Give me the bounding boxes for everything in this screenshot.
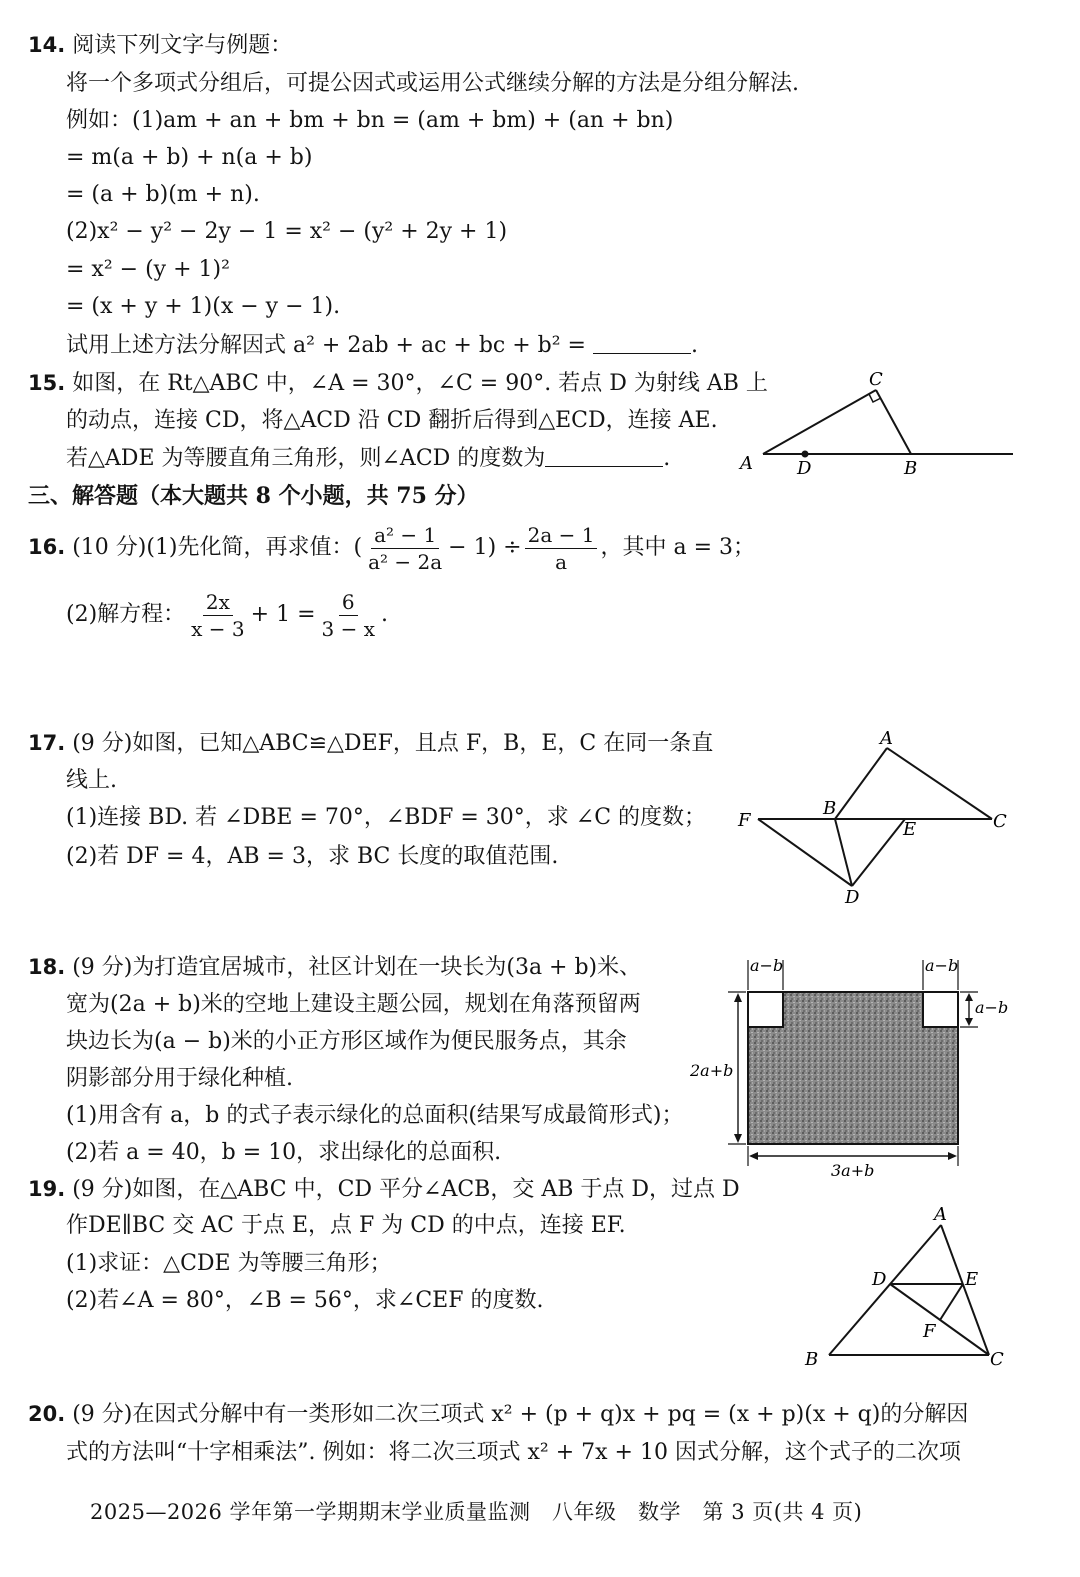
q19-label-d: D bbox=[872, 1269, 887, 1290]
q19-label-b: B bbox=[805, 1349, 819, 1370]
q17-line4: (2)若 DF = 4，AB = 3，求 BC 长度的取值范围. bbox=[66, 844, 559, 869]
q20-line2: 式的方法叫“十字相乘法”. 例如：将二次三项式 x² + 7x + 10 因式分解，这个式子的二次项 bbox=[66, 1440, 961, 1465]
q15-line1: 如图，在 Rt△ABC 中，∠A = 30°，∠C = 90°. 若点 D 为射线 AB 上 bbox=[72, 371, 768, 396]
q15-label-a: A bbox=[740, 453, 753, 474]
q16-frac3-denominator: x − 3 bbox=[191, 616, 245, 641]
q18-arrowhead bbox=[734, 993, 742, 1002]
q17-label-d: D bbox=[845, 887, 860, 908]
q15-line3: 若△ADE 为等腰直角三角形，则∠ACD 的度数为 bbox=[66, 446, 546, 471]
q17-side-de bbox=[852, 819, 905, 886]
q19-side-ac bbox=[941, 1225, 989, 1355]
q16-frac4-denominator: 3 − x bbox=[321, 616, 375, 641]
q16-frac3-numerator: 2x bbox=[203, 589, 233, 616]
q17-label-f: F bbox=[738, 810, 751, 831]
q15-point-d bbox=[802, 451, 809, 458]
q17-side-ac bbox=[887, 748, 992, 819]
q18-label-left: 2a+b bbox=[690, 1061, 734, 1080]
q15-label-b: B bbox=[904, 458, 918, 479]
q16-fraction-2 bbox=[525, 522, 598, 575]
q16-frac1-numerator: a² − 1 bbox=[371, 522, 439, 549]
q15-line3-end: . bbox=[663, 446, 671, 471]
q17-label-b: B bbox=[823, 798, 837, 819]
q16-frac1-denominator: a² − 2a bbox=[368, 549, 443, 574]
q18-line5: (1)用含有 a，b 的式子表示绿化的总面积(结果写成最简形式)； bbox=[66, 1103, 684, 1128]
q14-example2-line3: = (x + y + 1)(x − y − 1). bbox=[66, 294, 341, 319]
q18-service-square-left bbox=[748, 992, 783, 1027]
q14-example1-line3: = (a + b)(m + n). bbox=[66, 182, 260, 207]
q17-label-e: E bbox=[903, 819, 917, 840]
page-footer: 2025—2026 学年第一学期期末学业质量监测 八年级 数学 第 3 页(共 4 页) bbox=[90, 1500, 863, 1524]
q16-part2-mid: + 1 = bbox=[250, 602, 316, 627]
q14-intro: 将一个多项式分组后，可提公因式或运用公式继续分解的方法是分组分解法. bbox=[66, 71, 799, 96]
q19-segment-ef bbox=[940, 1284, 963, 1320]
q14-title-line bbox=[28, 30, 292, 61]
q18-arrowhead bbox=[948, 1152, 957, 1160]
q17-figure bbox=[730, 728, 1030, 913]
q14-answer-blank[interactable] bbox=[593, 331, 691, 354]
section3-title: 三、解答题（本大题共 8 个小题，共 75 分） bbox=[28, 483, 479, 509]
q18-line1-row bbox=[28, 952, 641, 983]
q20-line1: (9 分)在因式分解中有一类形如二次三项式 x² + (p + q)x + pq = (x + p)(x + q)的分解因 bbox=[72, 1402, 969, 1427]
q18-arrowhead bbox=[965, 1018, 973, 1026]
q16-part1-suffix: ，其中 a = 3； bbox=[600, 535, 755, 560]
q14-task-line bbox=[66, 331, 698, 361]
q16-number: 16. bbox=[28, 535, 66, 559]
q16-part2-prefix: (2)解方程： bbox=[66, 602, 186, 627]
q18-arrowhead bbox=[749, 1152, 758, 1160]
q18-service-square-right bbox=[923, 992, 958, 1027]
q15-side-ac bbox=[763, 390, 876, 454]
q17-line1-row bbox=[28, 728, 713, 759]
q19-number: 19. bbox=[28, 1177, 66, 1201]
q17-side-ab bbox=[835, 748, 887, 819]
q20-number: 20. bbox=[28, 1402, 66, 1426]
q15-label-c: C bbox=[869, 369, 883, 390]
q17-label-c: C bbox=[993, 811, 1007, 832]
q15-line3-row bbox=[66, 444, 670, 474]
q15-line2: 的动点，连接 CD，将△ACD 沿 CD 翻折后得到△ECD，连接 AE. bbox=[66, 408, 718, 433]
q18-line4: 阴影部分用于绿化种植. bbox=[66, 1066, 293, 1091]
q19-line1-row bbox=[28, 1174, 740, 1205]
q18-arrowhead bbox=[734, 1134, 742, 1143]
q16-fraction-4 bbox=[319, 589, 378, 642]
q18-line3: 块边长为(a − b)米的小正方形区域作为便民服务点，其余 bbox=[66, 1029, 627, 1054]
q19-label-c: C bbox=[990, 1349, 1004, 1370]
q16-fraction-3 bbox=[188, 589, 247, 642]
q16-fraction-1 bbox=[365, 522, 445, 575]
q14-example1-line1: 例如：(1)am + an + bm + bn = (am + bm) + (an + bn) bbox=[66, 108, 674, 133]
q16-frac2-numerator: 2a − 1 bbox=[525, 522, 598, 549]
q16-part2-row bbox=[66, 585, 388, 645]
q17-line3: (1)连接 BD. 若 ∠DBE = 70°，∠BDF = 30°，求 ∠C 的度数； bbox=[66, 805, 707, 830]
q18-line1: (9 分)为打造宜居城市，社区计划在一块长为(3a + b)米、 bbox=[72, 955, 642, 980]
q18-label-top-left: a−b bbox=[750, 956, 784, 975]
q18-line6: (2)若 a = 40，b = 10，求出绿化的总面积. bbox=[66, 1140, 502, 1165]
q17-line1: (9 分)如图，已知△ABC≌△DEF，且点 F，B，E，C 在同一条直 bbox=[72, 731, 714, 756]
q17-number: 17. bbox=[28, 731, 66, 755]
q15-line1-row bbox=[28, 368, 768, 399]
q16-frac4-numerator: 6 bbox=[339, 589, 358, 616]
q18-line2: 宽为(2a + b)米的空地上建设主题公园，规划在角落预留两 bbox=[66, 992, 641, 1017]
q16-part1-row bbox=[28, 517, 755, 577]
q16-part1-prefix: (10 分)(1)先化简，再求值：( bbox=[72, 535, 363, 560]
q18-label-right: a−b bbox=[975, 998, 1009, 1017]
q14-number: 14. bbox=[28, 33, 66, 57]
q19-line1: (9 分)如图，在△ABC 中，CD 平分∠ACB，交 AB 于点 D，过点 D bbox=[72, 1177, 740, 1202]
q16-part1-mid: − 1) ÷ bbox=[448, 535, 522, 560]
q20-line1-row bbox=[28, 1399, 968, 1430]
q19-label-f: F bbox=[923, 1321, 936, 1342]
q14-title: 阅读下列文字与例题： bbox=[72, 33, 293, 58]
q15-side-cb bbox=[876, 390, 911, 454]
q19-label-a: A bbox=[934, 1205, 947, 1225]
q18-label-bottom: 3a+b bbox=[831, 1161, 875, 1180]
q16-part2-suffix: . bbox=[381, 602, 388, 627]
q15-number: 15. bbox=[28, 371, 66, 395]
q14-task-end: . bbox=[690, 333, 698, 358]
q15-figure bbox=[735, 365, 1020, 480]
q18-label-top-right: a−b bbox=[925, 956, 959, 975]
q18-number: 18. bbox=[28, 955, 66, 979]
q14-example2-line2: = x² − (y + 1)² bbox=[66, 257, 230, 282]
q14-task: 试用上述方法分解因式 a² + 2ab + ac + bc + b² = bbox=[66, 333, 586, 358]
q19-label-e: E bbox=[965, 1269, 979, 1290]
q19-line3: (1)求证：△CDE 为等腰三角形； bbox=[66, 1251, 392, 1276]
q14-example2-line1: (2)x² − y² − 2y − 1 = x² − (y² + 2y + 1) bbox=[66, 219, 508, 244]
q18-figure bbox=[688, 952, 1018, 1180]
q16-frac2-denominator: a bbox=[555, 549, 567, 574]
q19-line2: 作DE∥BC 交 AC 于点 E，点 F 为 CD 的中点，连接 EF. bbox=[66, 1213, 626, 1238]
q19-figure bbox=[795, 1205, 1010, 1380]
q18-arrowhead bbox=[965, 993, 973, 1001]
q17-label-a: A bbox=[880, 728, 893, 749]
q14-example1-line2: = m(a + b) + n(a + b) bbox=[66, 145, 313, 170]
q15-label-d: D bbox=[797, 458, 812, 479]
q15-answer-blank[interactable] bbox=[545, 444, 663, 467]
q19-line4: (2)若∠A = 80°，∠B = 56°，求∠CEF 的度数. bbox=[66, 1288, 544, 1313]
q17-line2: 线上. bbox=[66, 768, 117, 793]
